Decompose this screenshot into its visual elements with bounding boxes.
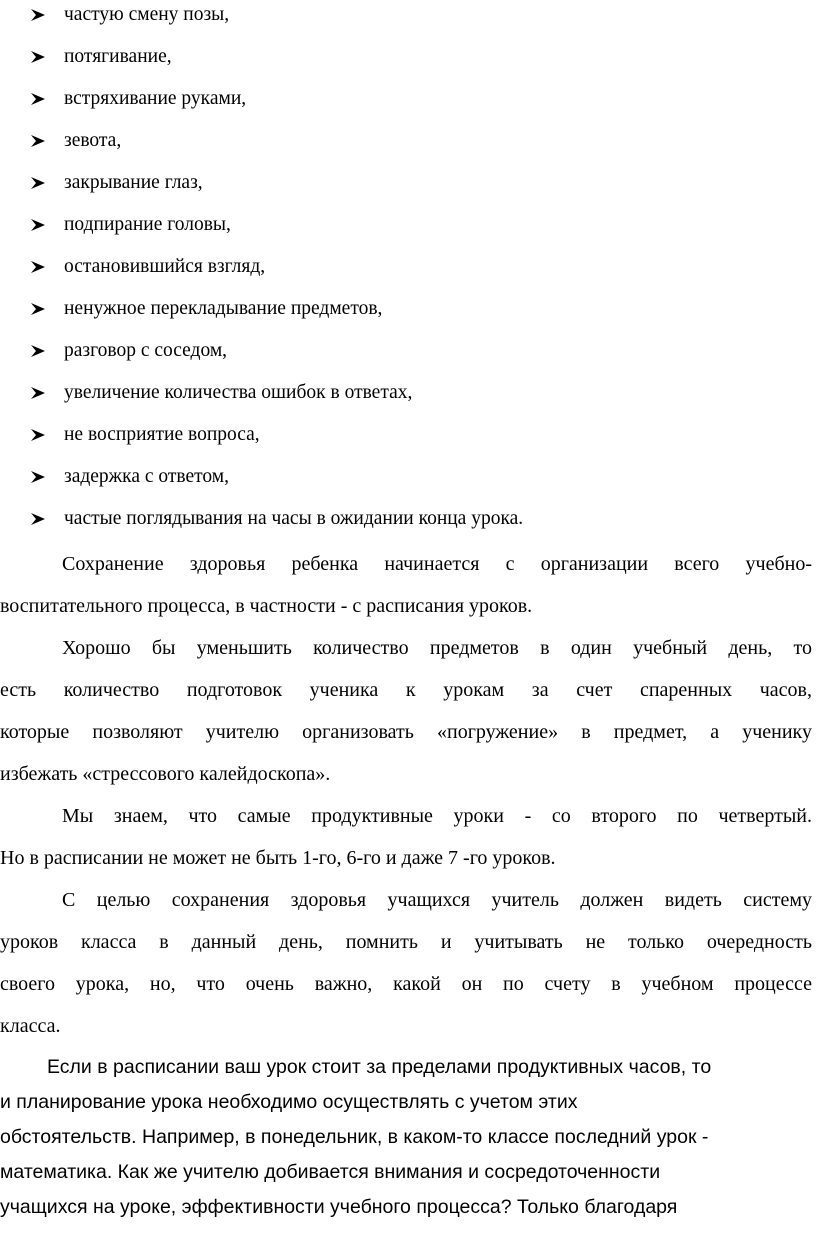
- list-item-text: разговор с соседом,: [64, 340, 228, 361]
- arrowhead-bullet-icon: [30, 92, 46, 106]
- arrowhead-bullet-icon: [30, 470, 46, 484]
- list-item-text: остановившийся взгляд,: [64, 256, 266, 277]
- list-item-text: не восприятие вопроса,: [64, 424, 260, 445]
- list-item-text: зевота,: [64, 130, 122, 151]
- paragraph-line: воспитательного процесса, в частности - с расписания уроков.: [0, 595, 533, 617]
- paragraph: [0, 627, 812, 795]
- list-item-text: частую смену позы,: [64, 4, 230, 25]
- paragraph-line: уроков класса в данный день, помнить и учитывать не только очередность: [0, 931, 812, 953]
- paragraph-line: Если в расписании ваш урок стоит за пределами продуктивных часов, то: [47, 1056, 712, 1078]
- paragraph-line: и планирование урока необходимо осуществлять с учетом этих: [0, 1091, 578, 1113]
- paragraph-line: математика. Как же учителю добивается внимания и сосредоточенности: [0, 1161, 661, 1183]
- paragraph-sans: [0, 1050, 816, 1225]
- paragraph: [0, 543, 812, 627]
- paragraph-line: Хорошо бы уменьшить количество предметов в один учебный день, то: [62, 637, 812, 659]
- list-item-text: частые поглядывания на часы в ожидании конца урока.: [64, 508, 524, 529]
- arrowhead-bullet-icon: [30, 8, 46, 22]
- paragraph-line: Но в расписании не может не быть 1-го, 6-го и даже 7 -го уроков.: [0, 847, 556, 869]
- arrowhead-bullet-icon: [30, 512, 46, 526]
- paragraph-line: класса.: [0, 1015, 61, 1037]
- arrowhead-bullet-icon: [30, 176, 46, 190]
- paragraph-line: учащихся на уроке, эффективности учебного процесса? Только благодаря: [0, 1196, 678, 1218]
- arrowhead-bullet-icon: [30, 344, 46, 358]
- arrowhead-bullet-icon: [30, 218, 46, 232]
- paragraph-line: есть количество подготовок ученика к урокам за счет спаренных часов,: [0, 679, 812, 701]
- arrowhead-bullet-icon: [30, 260, 46, 274]
- arrowhead-bullet-icon: [30, 50, 46, 64]
- paragraph-line: избежать «стрессового калейдоскопа».: [0, 763, 331, 785]
- paragraph-line: которые позволяют учителю организовать «погружение» в предмет, а ученику: [0, 721, 812, 743]
- list-item-text: потягивание,: [64, 46, 172, 67]
- arrowhead-bullet-icon: [30, 428, 46, 442]
- list-item-text: ненужное перекладывание предметов,: [64, 298, 383, 319]
- arrowhead-bullet-icon: [30, 386, 46, 400]
- paragraph-line: Сохранение здоровья ребенка начинается с организации всего учебно-: [62, 553, 812, 575]
- arrowhead-bullet-icon: [30, 302, 46, 316]
- paragraph-line: обстоятельств. Например, в понедельник, в каком-то классе последний урок -: [0, 1126, 709, 1148]
- paragraph: [0, 879, 812, 1047]
- list-item-text: увеличение количества ошибок в ответах,: [64, 382, 413, 403]
- list-item-text: задержка с ответом,: [64, 466, 230, 487]
- paragraph-line: своего урока, но, что очень важно, какой он по счету в учебном процессе: [0, 973, 812, 995]
- paragraph-line: Мы знаем, что самые продуктивные уроки - со второго по четвертый.: [62, 805, 812, 827]
- arrowhead-bullet-icon: [30, 134, 46, 148]
- list-item-text: встряхивание руками,: [64, 88, 247, 109]
- paragraph-line: С целью сохранения здоровья учащихся учитель должен видеть систему: [62, 889, 812, 911]
- list-item-text: закрывание глаз,: [64, 172, 203, 193]
- list-item-text: подпирание головы,: [64, 214, 231, 235]
- paragraph: [0, 795, 812, 879]
